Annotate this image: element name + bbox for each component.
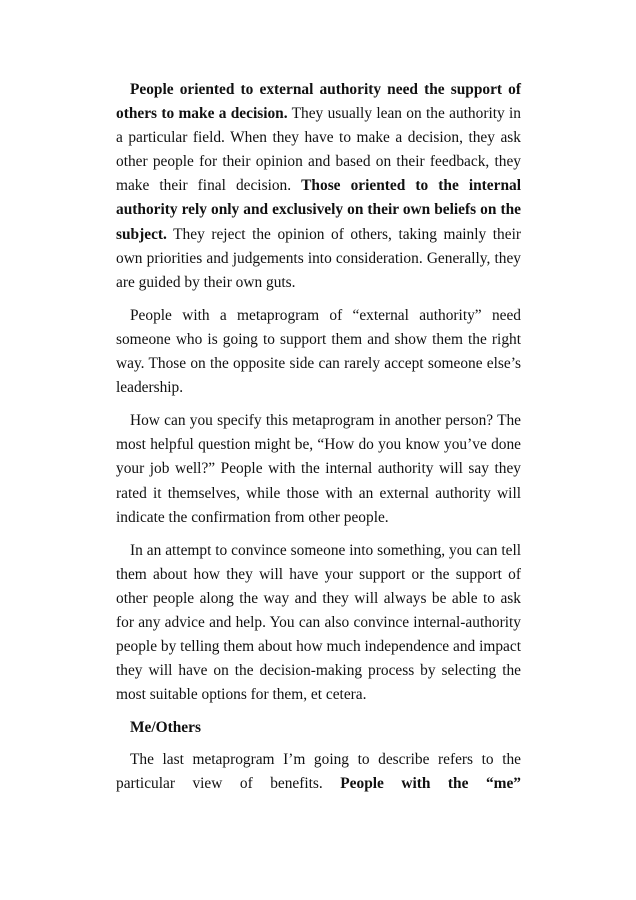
bold-run: People oriented to external authority need the support of others to make a decision. bbox=[116, 81, 521, 123]
section-heading-me-others: Me/Others bbox=[130, 719, 201, 737]
paragraph-specify-metaprogram bbox=[116, 409, 521, 529]
text-run: They reject the opinion of others, taking mainly their own priorities and judgements into consideration. Generally, they are guided by their own guts. bbox=[116, 225, 521, 291]
bold-run: Those oriented to the internal authority rely only and exclusively on their own beliefs on the subject. bbox=[116, 177, 522, 243]
bold-run: People with the “me” bbox=[340, 775, 521, 793]
text-run: People with a metaprogram of “external authority” need someone who is going to support them and show them the right way. Those on the opposite side can rarely accept someone else’s leadership. bbox=[116, 306, 521, 397]
paragraph-me-others bbox=[116, 748, 521, 796]
paragraph-authority-intro bbox=[116, 78, 521, 295]
text-run: They usually lean on the authority in a particular field. When they have to make a decision, they ask other people for their opinion and based on their feedback, they make their final decision. bbox=[116, 105, 521, 195]
paragraph-convince bbox=[116, 539, 521, 708]
text-run: How can you specify this metaprogram in another person? The most helpful question might be, “How do you know you’ve done your job well?” People with the internal authority will say they rated it themselves, while those with an external authority will indicate the confirmation from other people. bbox=[116, 412, 521, 526]
text-run: In an attempt to convince someone into something, you can tell them about how they will have your support or the support of other people along the way and they will always be able to ask for any advice and help. You can also convince internal-authority people by telling them about how much independence and impact they will have on the decision-making process by selecting the most suitable options for them, et cetera. bbox=[116, 541, 521, 704]
text-run: The last metaprogram I’m going to describe refers to the particular view of benefits. bbox=[116, 751, 521, 793]
document-page bbox=[116, 78, 521, 806]
paragraph-external-authority bbox=[116, 304, 521, 400]
